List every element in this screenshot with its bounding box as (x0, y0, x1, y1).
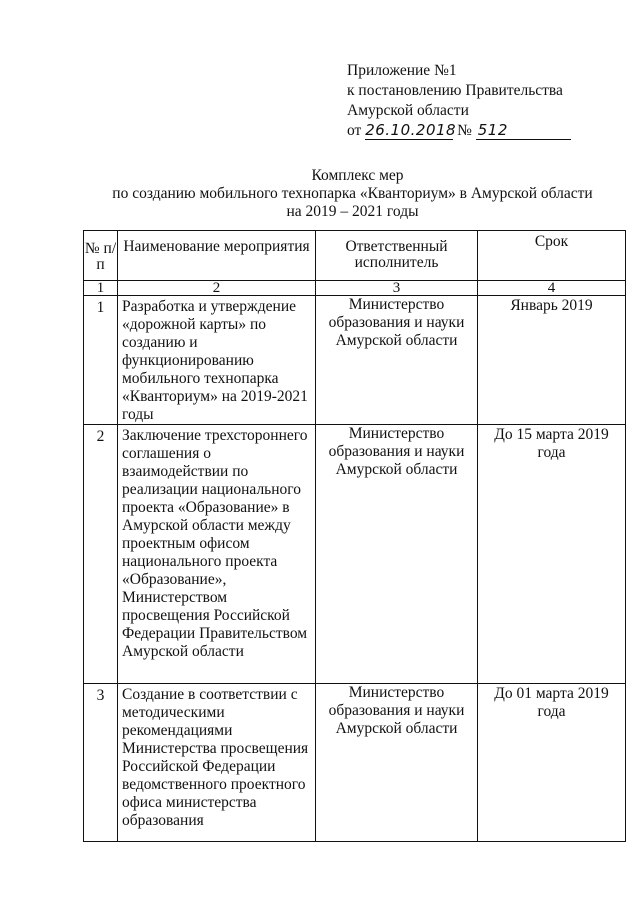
header-activity: Наименование мероприятия (118, 231, 316, 281)
header-executor: Ответственный исполнитель (316, 231, 478, 281)
table-row (84, 296, 626, 425)
column-number: 4 (478, 281, 626, 296)
term: До 01 марта 2019 года (478, 684, 626, 842)
activity-name: Разработка и утверждение «дорожной карты» по созданию и функционированию мобильного технопарка «Кванториум» на 2019-2021 годы (118, 296, 316, 425)
header-number: № п/п (84, 231, 118, 281)
column-number-row (84, 281, 626, 296)
annex-block (347, 61, 571, 141)
executor: Министерство образования и науки Амурской области (316, 425, 478, 684)
table-row (84, 684, 626, 842)
activity-name: Заключение трехстороннего соглашения о взаимодействии по реализации национального проекта «Образование» в Амурской области между проектным офисом национального проекта «Образование», Министерством просвещения Российской Федерации Правительством Амурской области (118, 425, 316, 684)
header-term: Срок (478, 231, 626, 281)
handwritten-number: 512 (476, 121, 571, 140)
title-line-1: Комплекс мер (311, 167, 404, 184)
measures-table (83, 230, 626, 842)
annex-title: Приложение №1 (347, 62, 457, 79)
executor: Министерство образования и науки Амурской области (316, 684, 478, 842)
table-header-row (84, 231, 626, 281)
column-number: 1 (84, 281, 118, 296)
column-number: 2 (118, 281, 316, 296)
table-row (84, 425, 626, 684)
handwritten-date: 26.10.2018 (365, 121, 457, 139)
column-number: 3 (316, 281, 478, 296)
annex-decree: к постановлению Правительства (347, 82, 563, 99)
annex-region: Амурской области (347, 102, 469, 119)
from-label: от (347, 122, 362, 139)
term: Январь 2019 (478, 296, 626, 425)
activity-name: Создание в соответствии с методическими рекомендациями Министерства просвещения Российской Федерации ведомственного проектного офиса министерства образования (118, 684, 316, 842)
document-title (60, 167, 640, 221)
number-label: № (457, 122, 472, 139)
title-line-3: на 2019 – 2021 годы (286, 203, 419, 220)
title-line-2: по созданию мобильного технопарка «Кванториум» в Амурской области (112, 185, 593, 202)
row-number: 3 (84, 684, 118, 842)
row-number: 2 (84, 425, 118, 684)
annex-date-number-line (347, 121, 571, 141)
term: До 15 марта 2019 года (478, 425, 626, 684)
row-number: 1 (84, 296, 118, 425)
executor: Министерство образования и науки Амурской области (316, 296, 478, 425)
